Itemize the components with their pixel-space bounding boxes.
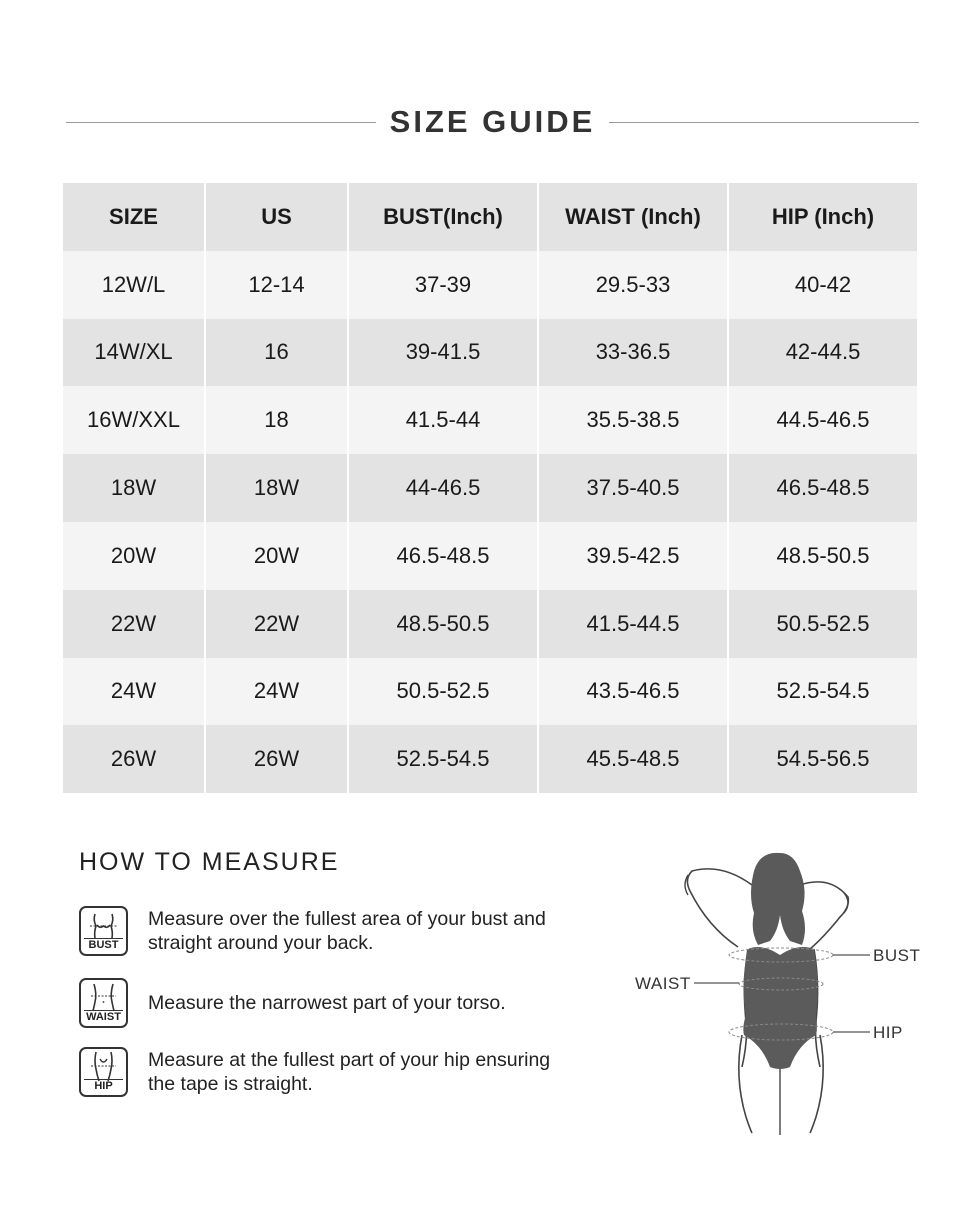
measure-item-bust xyxy=(79,906,619,956)
cell-hip: 48.5-50.5 xyxy=(729,522,917,590)
cell-size: 20W xyxy=(63,522,206,590)
cell-waist: 35.5-38.5 xyxy=(539,386,729,454)
cell-size: 16W/XXL xyxy=(63,386,206,454)
table-row xyxy=(63,386,917,454)
measure-item-waist xyxy=(79,978,619,1028)
cell-us: 22W xyxy=(206,590,349,658)
measure-text-bust-line2: straight around your back. xyxy=(148,932,374,954)
measure-text-hip-line1: Measure at the fullest part of your hip ensuring xyxy=(148,1049,551,1071)
cell-waist: 39.5-42.5 xyxy=(539,522,729,590)
column-header-bust: BUST(Inch) xyxy=(349,183,539,251)
title-row xyxy=(66,100,919,144)
bust-icon xyxy=(79,906,128,956)
measure-text-waist-line1: Measure the narrowest part of your torso. xyxy=(148,992,506,1014)
how-to-measure-title: HOW TO MEASURE xyxy=(79,848,340,876)
cell-hip: 42-44.5 xyxy=(729,319,917,387)
cell-size: 14W/XL xyxy=(63,319,206,387)
hip-icon xyxy=(79,1047,128,1097)
cell-waist: 43.5-46.5 xyxy=(539,658,729,726)
cell-bust: 41.5-44 xyxy=(349,386,539,454)
title-rule-left xyxy=(66,122,376,123)
cell-hip: 54.5-56.5 xyxy=(729,725,917,793)
column-header-hip: HIP (Inch) xyxy=(729,183,917,251)
cell-us: 24W xyxy=(206,658,349,726)
cell-bust: 44-46.5 xyxy=(349,454,539,522)
cell-waist: 41.5-44.5 xyxy=(539,590,729,658)
waist-icon-label: WAIST xyxy=(84,1010,123,1024)
body-measurement-figure xyxy=(630,845,930,1135)
table-row xyxy=(63,319,917,387)
cell-bust: 48.5-50.5 xyxy=(349,590,539,658)
column-header-size: SIZE xyxy=(63,183,206,251)
measure-text-bust-line1: Measure over the fullest area of your bust and xyxy=(148,908,546,930)
column-header-waist: WAIST (Inch) xyxy=(539,183,729,251)
cell-us: 26W xyxy=(206,725,349,793)
cell-size: 18W xyxy=(63,454,206,522)
cell-bust: 52.5-54.5 xyxy=(349,725,539,793)
page-title: SIZE GUIDE xyxy=(389,104,596,139)
table-header-row xyxy=(63,183,917,251)
table-row xyxy=(63,251,917,319)
cell-size: 26W xyxy=(63,725,206,793)
cell-hip: 50.5-52.5 xyxy=(729,590,917,658)
cell-hip: 46.5-48.5 xyxy=(729,454,917,522)
cell-size: 22W xyxy=(63,590,206,658)
cell-bust: 37-39 xyxy=(349,251,539,319)
measure-text-hip-line2: the tape is straight. xyxy=(148,1073,313,1095)
waist-figure-icon xyxy=(81,980,126,1014)
cell-us: 18W xyxy=(206,454,349,522)
hip-figure-icon xyxy=(81,1049,126,1083)
cell-bust: 50.5-52.5 xyxy=(349,658,539,726)
figure-label-bust: BUST xyxy=(873,946,921,965)
cell-hip: 40-42 xyxy=(729,251,917,319)
hip-icon-label: HIP xyxy=(84,1079,123,1093)
measure-text-hip xyxy=(148,1048,550,1096)
table-row xyxy=(63,454,917,522)
cell-us: 16 xyxy=(206,319,349,387)
figure-label-hip: HIP xyxy=(873,1023,903,1042)
column-header-us: US xyxy=(206,183,349,251)
cell-size: 12W/L xyxy=(63,251,206,319)
table-row xyxy=(63,522,917,590)
cell-us: 12-14 xyxy=(206,251,349,319)
cell-us: 20W xyxy=(206,522,349,590)
size-table xyxy=(63,183,917,793)
title-rule-right xyxy=(609,122,919,123)
cell-waist: 33-36.5 xyxy=(539,319,729,387)
cell-waist: 29.5-33 xyxy=(539,251,729,319)
cell-us: 18 xyxy=(206,386,349,454)
bust-icon-label: BUST xyxy=(84,938,123,952)
measure-item-hip xyxy=(79,1047,619,1097)
cell-hip: 44.5-46.5 xyxy=(729,386,917,454)
measure-text-bust xyxy=(148,907,546,955)
table-row xyxy=(63,658,917,726)
figure-label-waist: WAIST xyxy=(635,974,691,993)
waist-icon xyxy=(79,978,128,1028)
cell-bust: 46.5-48.5 xyxy=(349,522,539,590)
table-row xyxy=(63,725,917,793)
cell-size: 24W xyxy=(63,658,206,726)
cell-bust: 39-41.5 xyxy=(349,319,539,387)
table-row xyxy=(63,590,917,658)
measure-text-waist xyxy=(148,991,506,1015)
cell-waist: 45.5-48.5 xyxy=(539,725,729,793)
bust-figure-icon xyxy=(81,908,126,942)
cell-hip: 52.5-54.5 xyxy=(729,658,917,726)
cell-waist: 37.5-40.5 xyxy=(539,454,729,522)
